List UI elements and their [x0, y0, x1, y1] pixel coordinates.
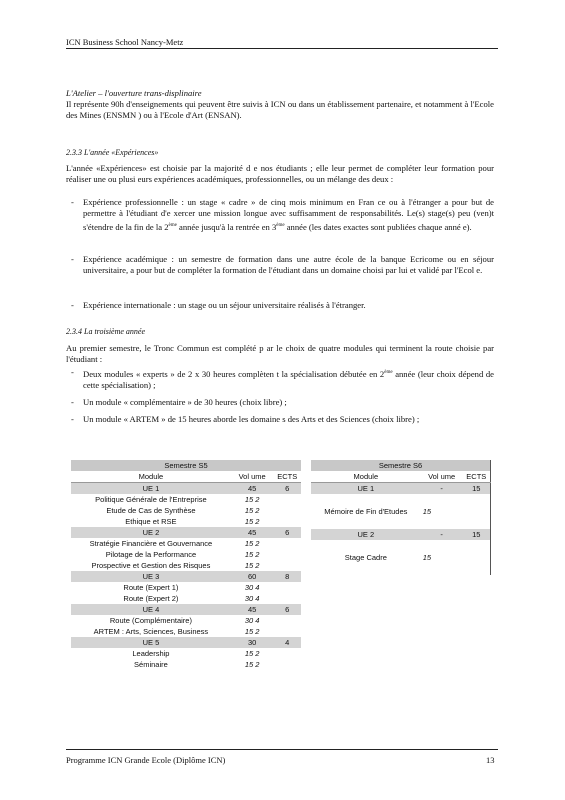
table-row: [71, 593, 301, 604]
ue-label: UE 1: [311, 483, 421, 495]
ue-ects: 8: [273, 571, 301, 582]
section-233-intro: L'année «Expériences» est choisie par la majorité d e nos étudiants ; elle leur permet de compléter leur formation pour réaliser une ou plusi eurs expériences académiques, professionnelles, ou un mélange des deux :: [66, 163, 494, 185]
module-name: Etude de Cas de Synthèse: [106, 505, 196, 515]
ue-ects: 15: [463, 529, 491, 540]
ue-label: UE 3: [71, 571, 231, 582]
table-row: [71, 538, 301, 549]
module-volume: 15 2: [244, 549, 260, 559]
table-row: [311, 494, 491, 529]
module-name: ARTEM : Arts, Sciences, Business: [93, 626, 209, 636]
module-name: Route (Expert 1): [123, 582, 179, 592]
atelier-title: L'Atelier – l'ouverture trans-displinaire: [66, 88, 202, 98]
ue-volume: 45: [231, 483, 274, 495]
ue-ects: 6: [273, 527, 301, 538]
table-row: [311, 540, 491, 575]
ue-volume: 30: [231, 637, 274, 648]
module-volume: 15 2: [244, 648, 260, 658]
ue-volume: 60: [231, 571, 274, 582]
ue-label: UE 2: [311, 529, 421, 540]
module-volume: 15 2: [244, 494, 260, 504]
table-row: [71, 571, 301, 582]
table-row: [71, 527, 301, 538]
module-volume: 15 2: [244, 626, 260, 636]
col-volume: Vol ume: [231, 471, 274, 483]
module-item: - Deux modules « experts » de 2 x 30 heures complèten t la spécialisation débutée en 2ème année (leur choix dépend de cette spécialisation) ;: [71, 367, 494, 391]
atelier-text: Il représente 90h d'enseignements qui peuvent être suivis à ICN ou dans un établissement partenaire, et notamment à l'Ecole des Mines (ENSMN ) ou à l'Ecole d'Art (ENSAN).: [66, 99, 494, 121]
table-row: [71, 560, 301, 571]
module-volume: 15 2: [244, 516, 260, 526]
experience-item: - Expérience professionnelle : un stage « cadre » de cinq mois minimum en Fran ce ou à l'étranger a pour but de permettre à l'étudiant d'e xercer une mission longue avec suffisamment de responsabilités. Le(s) stage(s) peu (ven)t s'étendre de la fin de la 2ème année jusqu'à la rentrée en 3ème année (les dates exactes sont publiées chaque anné e).: [71, 197, 494, 232]
section-234-intro: Au premier semestre, le Tronc Commun est complété p ar le choix de quatre modules qui terminent la route choisie par l'étudiant :: [66, 343, 494, 365]
module-volume: 30 4: [244, 582, 260, 592]
module-volume: 15 2: [244, 505, 260, 515]
module-name: Leadership: [132, 648, 170, 658]
page-number: 13: [486, 755, 495, 765]
semester-s6-table: [311, 460, 491, 575]
module-name: Route (Complémentaire): [109, 615, 192, 625]
module-name: Stage Cadre: [344, 552, 387, 562]
table-row: [71, 648, 301, 659]
module-volume: 15 2: [244, 560, 260, 570]
running-header: ICN Business School Nancy-Metz: [66, 37, 184, 47]
ue-ects: 6: [273, 483, 301, 495]
col-volume: Vol ume: [421, 471, 463, 483]
table-row: [71, 659, 301, 670]
ue-volume: -: [421, 529, 463, 540]
module-volume: 30 4: [244, 615, 260, 625]
module-volume: 15 2: [244, 538, 260, 548]
module-name: Pilotage de la Performance: [105, 549, 197, 559]
ue-ects: 4: [273, 637, 301, 648]
module-value: 15: [422, 506, 432, 516]
table-row: [311, 529, 491, 540]
module-name: Stratégie Financière et Gouvernance: [89, 538, 213, 548]
module-name: Route (Expert 2): [123, 593, 179, 603]
module-value: 15: [422, 552, 432, 562]
module-item: - Un module « complémentaire » de 30 heures (choix libre) ;: [71, 397, 287, 407]
table-row: [71, 637, 301, 648]
col-ects: ECTS: [273, 471, 301, 483]
module-name: Séminaire: [134, 659, 168, 669]
ue-volume: -: [421, 483, 463, 495]
table-row: [71, 505, 301, 516]
table-row: [71, 615, 301, 626]
ue-label: UE 1: [71, 483, 231, 495]
header-rule: [66, 48, 498, 49]
module-name: Prospective et Gestion des Risques: [91, 560, 211, 570]
table-row: [71, 626, 301, 637]
s5-title: Semestre S5: [71, 460, 301, 471]
col-ects: ECTS: [463, 471, 491, 483]
ue-label: UE 2: [71, 527, 231, 538]
module-name: Politique Générale de l'Entreprise: [95, 494, 207, 504]
s6-title: Semestre S6: [311, 460, 491, 471]
footer-rule: [66, 749, 498, 750]
ue-volume: 45: [231, 604, 274, 615]
module-item: - Un module « ARTEM » de 15 heures aborde les domaine s des Arts et des Sciences (choix libre) ;: [71, 414, 420, 424]
ue-volume: 45: [231, 527, 274, 538]
experience-item: - Expérience internationale : un stage ou un séjour universitaire réalisés à l'étranger.: [71, 300, 366, 310]
table-row: [71, 604, 301, 615]
table-row: [71, 483, 301, 495]
module-volume: 30 4: [244, 593, 260, 603]
ue-ects: 6: [273, 604, 301, 615]
section-234-heading: 2.3.4 La troisième année: [66, 327, 146, 336]
module-name: Ethique et RSE: [125, 516, 177, 526]
experience-item: - Expérience académique : un semestre de formation dans une autre école de la banque Ecricome ou en séjour universitaire, a pour but de compléter la formation de l'étudiant dans un domaine choisi par lui et validé par l'Ecol e.: [71, 254, 494, 276]
module-name: Mémoire de Fin d'Etudes: [324, 506, 408, 516]
table-row: [311, 483, 491, 495]
section-233-heading: 2.3.3 L'année «Expériences»: [66, 148, 159, 157]
module-volume: 15 2: [244, 659, 260, 669]
ue-label: UE 4: [71, 604, 231, 615]
col-module: Module: [71, 471, 231, 483]
table-row: [71, 549, 301, 560]
footer-program: Programme ICN Grande Ecole (Diplôme ICN): [66, 755, 226, 765]
semester-s5-table: [71, 460, 301, 670]
table-row: [71, 516, 301, 527]
ue-ects: 15: [463, 483, 491, 495]
table-row: [71, 494, 301, 505]
ue-label: UE 5: [71, 637, 231, 648]
col-module: Module: [311, 471, 421, 483]
table-row: [71, 582, 301, 593]
